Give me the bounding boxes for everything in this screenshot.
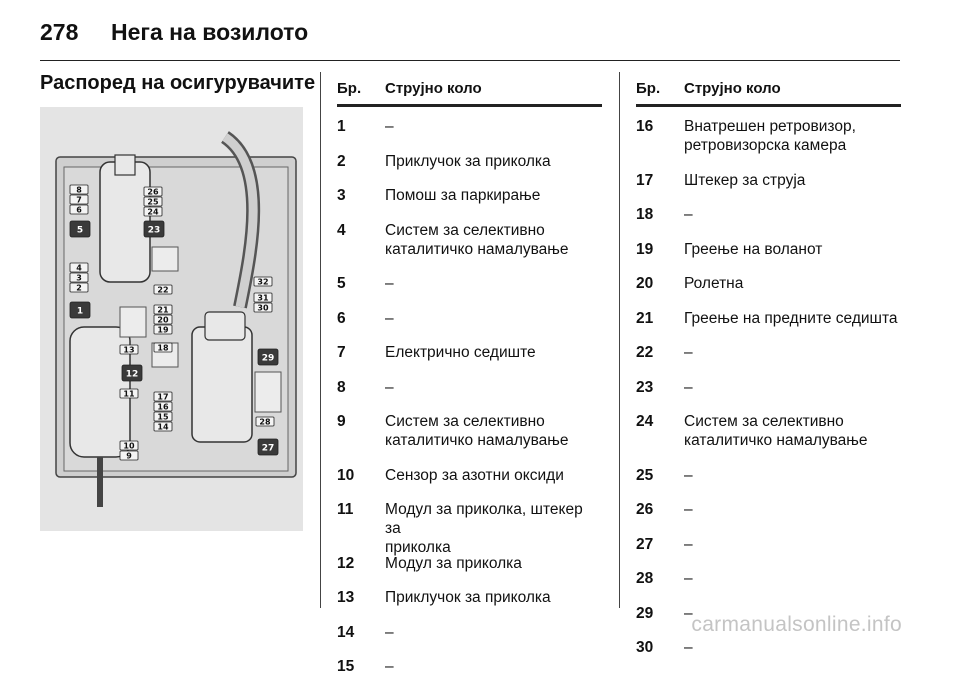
fuse-10 (120, 441, 138, 451)
circuit-description: – (385, 118, 394, 135)
table-row (636, 638, 901, 657)
circuit-description: – (385, 309, 394, 327)
fuse-5 (70, 221, 90, 237)
table-row (636, 535, 901, 554)
fuse-21-label: 21 (157, 305, 169, 315)
fuse-25-label: 25 (147, 197, 159, 207)
circuit-description: Систем за селективно каталитичко намалување (684, 413, 868, 449)
table-row (636, 343, 901, 362)
circuit-description: – (385, 658, 394, 675)
fuse-26-label: 26 (147, 187, 159, 197)
table-row (636, 205, 901, 224)
table-header (636, 80, 901, 107)
table-row (337, 274, 602, 293)
fuse-number: 13 (337, 589, 355, 606)
fuse-2 (70, 283, 88, 293)
circuit-description: Помош за паркирање (385, 187, 541, 204)
fuse-number: 27 (636, 535, 654, 553)
fuse-number: 11 (337, 501, 354, 518)
circuit-description: Систем за селективно каталитичко намалување (385, 221, 569, 258)
fuse-number: 17 (636, 171, 654, 189)
fuse-8-label: 8 (76, 185, 82, 195)
table-row (636, 240, 901, 259)
table-row (337, 343, 602, 362)
fuse-30-label: 30 (257, 303, 269, 313)
header-circuit: Струјно коло (684, 80, 781, 97)
circuit-description: – (385, 378, 394, 396)
table-row (636, 274, 901, 293)
table-row (337, 378, 602, 397)
circuit-description: – (385, 275, 394, 292)
fuse-number: 16 (636, 118, 654, 135)
fuse-number: 29 (636, 604, 654, 622)
circuit-description: – (684, 206, 693, 223)
fuse-10-label: 10 (123, 441, 135, 451)
fuse-number: 2 (337, 152, 346, 170)
header-rule (40, 60, 900, 61)
table-body (636, 117, 901, 657)
fuse-number: 25 (636, 466, 654, 484)
fuse-15-label: 15 (157, 412, 169, 422)
table-row (636, 466, 901, 485)
fuse-number: 30 (636, 639, 654, 656)
fuse-32-label: 32 (257, 277, 269, 287)
fuse-number: 20 (636, 275, 654, 292)
fuse-number: 26 (636, 501, 654, 518)
circuit-description: – (684, 378, 693, 396)
fuse-12-label: 12 (125, 369, 139, 380)
circuit-description: – (684, 501, 693, 518)
fuse-17-label: 17 (157, 392, 169, 402)
fuse-number: 4 (337, 221, 346, 239)
fuse-number: 5 (337, 275, 346, 292)
fuse-32 (254, 277, 272, 287)
page-header (40, 15, 900, 61)
table-row (636, 378, 901, 397)
fuse-28-label: 28 (259, 417, 271, 427)
relay-mid-1 (120, 307, 146, 337)
circuit-description: Електрично седиште (385, 344, 536, 361)
fuse-18-label: 18 (157, 343, 169, 353)
table-row (337, 309, 602, 328)
fuse-9 (120, 451, 138, 461)
fuse-number: 10 (337, 466, 355, 484)
table-row (337, 623, 602, 642)
table-body (337, 117, 602, 676)
table-row (337, 466, 602, 485)
table-row (337, 117, 602, 136)
fuse-4 (70, 263, 88, 273)
fuse-number: 18 (636, 206, 654, 223)
circuit-description: Приклучок за приколка (385, 589, 551, 606)
fuse-number: 28 (636, 570, 654, 587)
connector-top (100, 162, 150, 282)
table-row (337, 152, 602, 171)
fuse-31-label: 31 (257, 293, 269, 303)
fuse-3-label: 3 (76, 273, 82, 283)
fuse-22-label: 22 (157, 285, 169, 295)
fuse-number: 1 (337, 118, 346, 135)
fuse-30 (254, 303, 272, 313)
relay-right (192, 327, 252, 442)
fuse-number: 9 (337, 413, 346, 430)
fuse-number: 15 (337, 658, 355, 675)
table-row (337, 500, 602, 556)
fuse-29-label: 29 (261, 353, 275, 364)
table-row (636, 500, 901, 519)
fuse-22 (154, 285, 172, 295)
fuse-13 (120, 345, 138, 355)
fuse-number: 22 (636, 344, 654, 361)
fuse-number: 8 (337, 378, 346, 396)
circuit-description: – (385, 623, 394, 641)
fuse-number: 19 (636, 240, 654, 258)
fuse-5-label: 5 (76, 225, 84, 236)
fuse-20-label: 20 (157, 315, 169, 325)
fuse-14-label: 14 (157, 422, 169, 432)
circuit-description: – (684, 604, 693, 622)
header-no: Бр. (636, 80, 661, 97)
fuse-18 (154, 343, 172, 353)
section-title: Распоред на осигурувачите (40, 72, 316, 94)
fuse-number: 6 (337, 309, 346, 327)
header-circuit: Струјно коло (385, 80, 482, 97)
circuit-description: Внатрешен ретровизор, ретровизорска камера (684, 118, 856, 154)
circuit-description: Греење на воланот (684, 240, 823, 258)
table-row (636, 171, 901, 190)
circuit-description: Систем за селективно каталитичко намалување (385, 413, 569, 449)
relay-right-small (255, 372, 281, 412)
fuse-number: 3 (337, 187, 346, 204)
fuse-15 (154, 412, 172, 422)
table-header (337, 80, 602, 107)
table-row (636, 412, 901, 450)
fuse-16-label: 16 (157, 402, 169, 412)
fuse-1 (70, 302, 90, 318)
fuse-14 (154, 422, 172, 432)
fuse-box-diagram (40, 107, 303, 531)
circuit-description: – (684, 570, 693, 587)
table-row (337, 412, 602, 450)
fuse-12 (122, 365, 142, 381)
table-row (337, 221, 602, 259)
fuse-21 (154, 305, 172, 315)
fuse-box-figure (40, 107, 303, 531)
fuse-28 (256, 417, 274, 427)
circuit-description: – (684, 535, 693, 553)
circuit-description: Модул за приколка (385, 554, 522, 572)
table-row (337, 186, 602, 205)
fuse-4-label: 4 (76, 263, 82, 273)
fuse-6-label: 6 (76, 205, 82, 215)
fuse-9-label: 9 (126, 451, 132, 461)
fuse-24-label: 24 (147, 207, 159, 217)
fuse-19 (154, 325, 172, 335)
fuse-13-label: 13 (123, 345, 135, 355)
fuse-1-label: 1 (76, 306, 84, 317)
fuse-table-left (337, 80, 602, 676)
fuse-29 (258, 349, 278, 365)
relay-right-top (205, 312, 245, 340)
fuse-7 (70, 195, 88, 205)
table-row (337, 588, 602, 607)
table-row (337, 657, 602, 676)
fuse-3 (70, 273, 88, 283)
fuse-20 (154, 315, 172, 325)
fuse-31 (254, 293, 272, 303)
page-title: Нега на возилото (111, 19, 309, 45)
table-row (337, 554, 602, 573)
table-row (636, 117, 901, 155)
circuit-description: Греење на предните седишта (684, 309, 898, 327)
fuse-number: 12 (337, 554, 355, 572)
fuse-17 (154, 392, 172, 402)
circuit-description: Штекер за струја (684, 171, 806, 189)
circuit-description: Ролетна (684, 275, 744, 292)
relay-mid-3 (152, 247, 178, 271)
fuse-number: 14 (337, 623, 355, 641)
circuit-description: – (684, 466, 693, 484)
fuse-24 (144, 207, 162, 217)
column-separator-left (320, 72, 321, 608)
header-no: Бр. (337, 80, 362, 97)
fuse-27 (258, 439, 278, 455)
fuse-number: 21 (636, 309, 654, 327)
circuit-description: Модул за приколка, штекер за приколка (385, 501, 583, 556)
fuse-number: 7 (337, 344, 346, 361)
fuse-16 (154, 402, 172, 412)
watermark: carmanualsonline.info (691, 613, 902, 636)
fuse-23-label: 23 (147, 225, 161, 236)
circuit-description: – (684, 344, 693, 361)
fuse-number: 24 (636, 413, 654, 430)
fuse-table-right (636, 80, 901, 657)
column-separator-right (619, 72, 620, 608)
connector-top-cap (115, 155, 135, 175)
table-row (636, 569, 901, 588)
circuit-description: Приклучок за приколка (385, 152, 551, 170)
fuse-11 (120, 389, 138, 399)
fuse-number: 23 (636, 378, 654, 396)
table-row (636, 309, 901, 328)
fuse-26 (144, 187, 162, 197)
circuit-description: – (684, 639, 693, 656)
fuse-27-label: 27 (261, 443, 275, 454)
page-number: 278 (40, 19, 79, 45)
fuse-11-label: 11 (123, 389, 135, 399)
fuse-25 (144, 197, 162, 207)
fuse-7-label: 7 (76, 195, 82, 205)
fuse-6 (70, 205, 88, 215)
fuse-19-label: 19 (157, 325, 169, 335)
fuse-8 (70, 185, 88, 195)
circuit-description: Сензор за азотни оксиди (385, 466, 564, 484)
fuse-23 (144, 221, 164, 237)
fuse-2-label: 2 (76, 283, 82, 293)
